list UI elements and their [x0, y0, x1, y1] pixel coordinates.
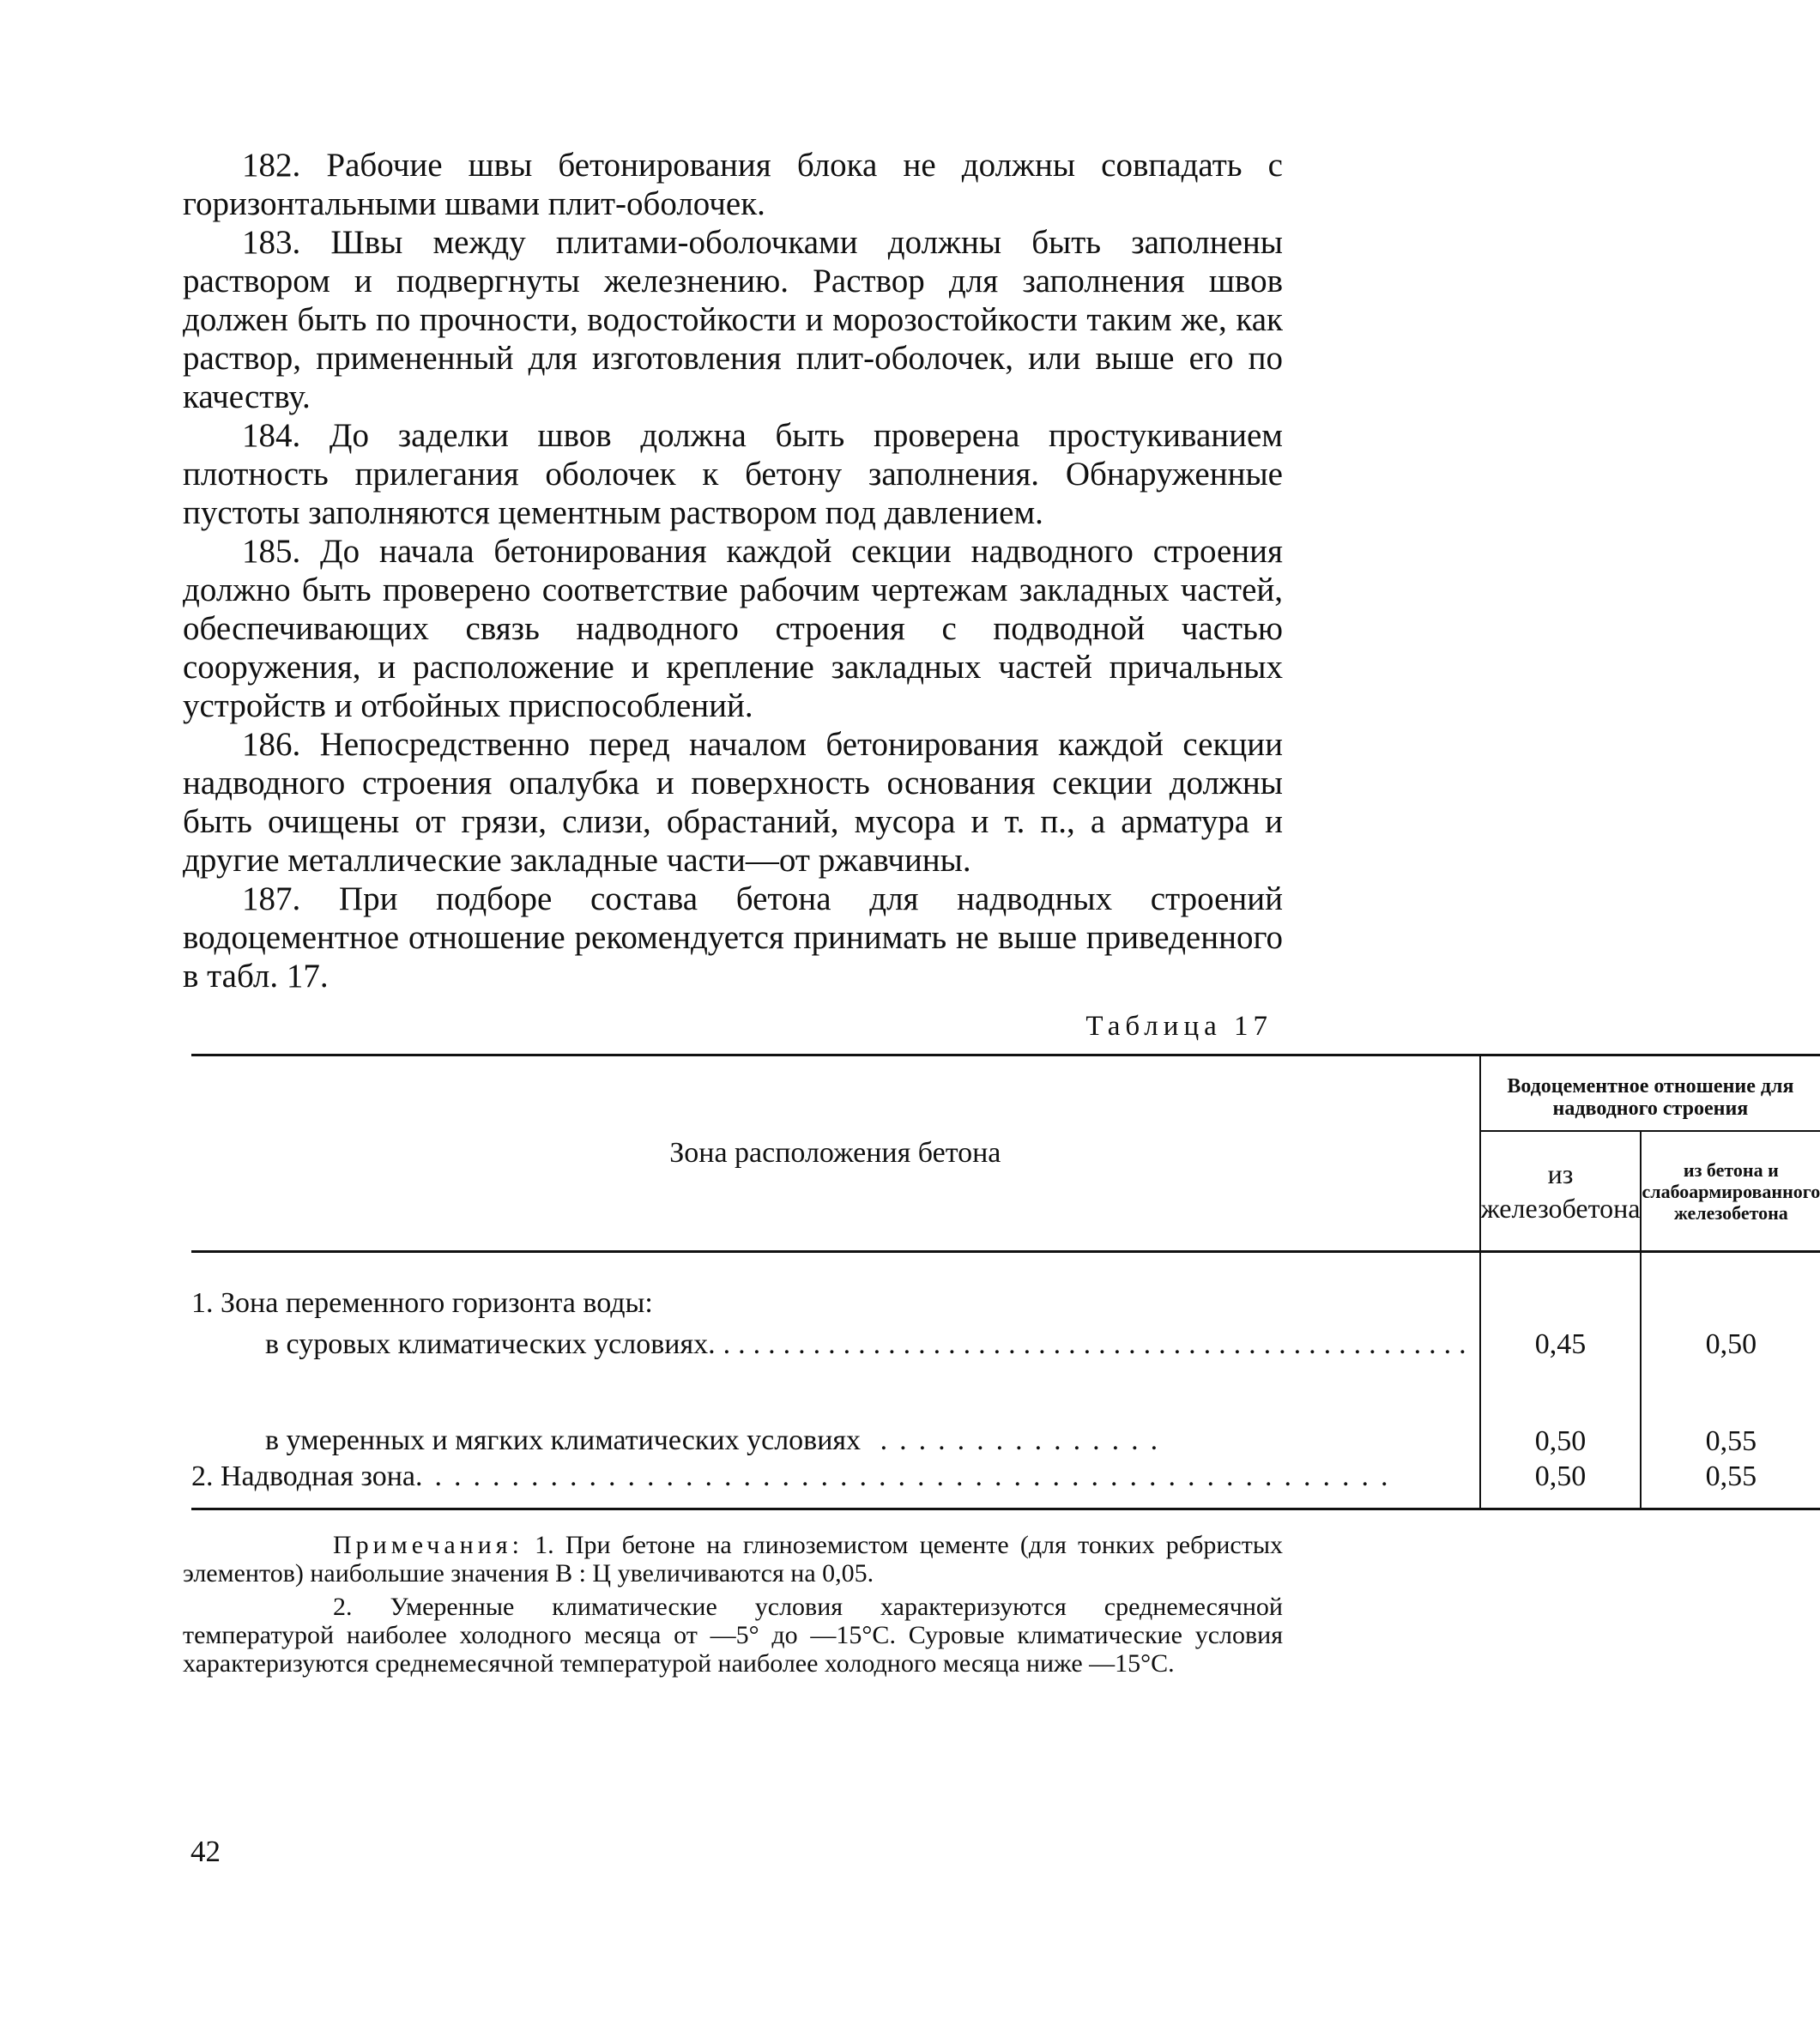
- header-concrete-light: из бетона и слабоармированного железобетона: [1641, 1131, 1820, 1252]
- notes-title: Примечания:: [333, 1530, 523, 1559]
- page-content: [183, 146, 1820, 1678]
- row-value-col1: 0,50: [1480, 1364, 1642, 1458]
- table-row: [191, 1458, 1820, 1509]
- leader-dots: ...................................................: [415, 1460, 1400, 1492]
- leader-dots: ...................................................: [708, 1327, 1474, 1360]
- row-value-col1: 0,50: [1480, 1458, 1642, 1509]
- row-value-col2: 0,55: [1705, 1424, 1757, 1457]
- row-name: в суровых климатических условиях: [265, 1327, 709, 1360]
- row-name: 1. Зона переменного горизонта воды:: [191, 1286, 653, 1319]
- row-value-col2: [1641, 1252, 1820, 1322]
- row-name: 2. Надводная зона: [191, 1460, 416, 1492]
- header-group: Водоцементное отношение для надводного строения: [1480, 1055, 1820, 1132]
- leader-dots: ...............: [861, 1424, 1170, 1456]
- table-row: [191, 1252, 1820, 1322]
- row-value-col1: 0,45: [1480, 1322, 1642, 1364]
- note-1: 1. При бетоне на глиноземистом цементе (для тонких ребристых элементов) наибольшие значения В : Ц увеличиваются на 0,05.: [183, 1530, 1283, 1588]
- table-row: [191, 1322, 1820, 1364]
- table-notes: [183, 1531, 1283, 1678]
- row-name: в умеренных и мягких климатических условиях: [265, 1424, 862, 1456]
- paragraph-184: 184. До заделки швов должна быть проверена простукиванием плотность прилегания оболочек к бетону заполнения. Обнаруженные пустоты заполняются цементным раствором под давлением.: [183, 417, 1283, 531]
- paragraph-187: 187. При подборе состава бетона для надводных строений водоцементное отношение рекомендуется принимать не выше приведенного в табл. 17.: [183, 880, 1283, 995]
- paragraph-182: 182. Рабочие швы бетонирования блока не должны совпадать с горизонтальными швами плит-оболочек.: [183, 147, 1283, 222]
- paragraph-186: 186. Непосредственно перед началом бетонирования каждой секции надводного строения опалубка и поверхность основания секции должны быть очищены от грязи, слизи, обрастаний, мусора и т. п., а арматура и другие металлические закладные части—от ржавчины.: [183, 726, 1283, 879]
- table-caption: Таблица 17: [1085, 1011, 1273, 1042]
- table-17: [191, 1054, 1820, 1510]
- paragraph-183: 183. Швы между плитами-оболочками должны быть заполнены раствором и подвергнуты железнению. Раствор для заполнения швов должен быть по прочности, водостойкости и морозостойкости таким же, как раствор, примененный для изготовления плит-оболочек, или выше его по качеству.: [183, 224, 1283, 415]
- row-value-col1: [1480, 1252, 1642, 1322]
- note-2: 2. Умеренные климатические условия характеризуются среднемесячной температурой наиболее холодного месяца от —5° до —15°С. Суровые климатические условия характеризуются среднемесячной температурой наиболее холодного месяца ниже —15°С.: [183, 1592, 1283, 1678]
- paragraph-185: 185. До начала бетонирования каждой секции надводного строения должно быть проверено соответствие рабочим чертежам закладных частей, обеспечивающих связь надводного строения с подводной частью сооружения, и расположение и крепление закладных частей причальных устройств и отбойных приспособлений.: [183, 533, 1283, 724]
- page-number: 42: [190, 1835, 221, 1868]
- header-reinforced-concrete: из железобетона: [1480, 1131, 1642, 1252]
- table-row: [191, 1364, 1820, 1458]
- row-value-col2: 0,55: [1641, 1458, 1820, 1509]
- header-zone: Зона расположения бетона: [191, 1055, 1480, 1252]
- row-value-col2: 0,50: [1705, 1327, 1757, 1360]
